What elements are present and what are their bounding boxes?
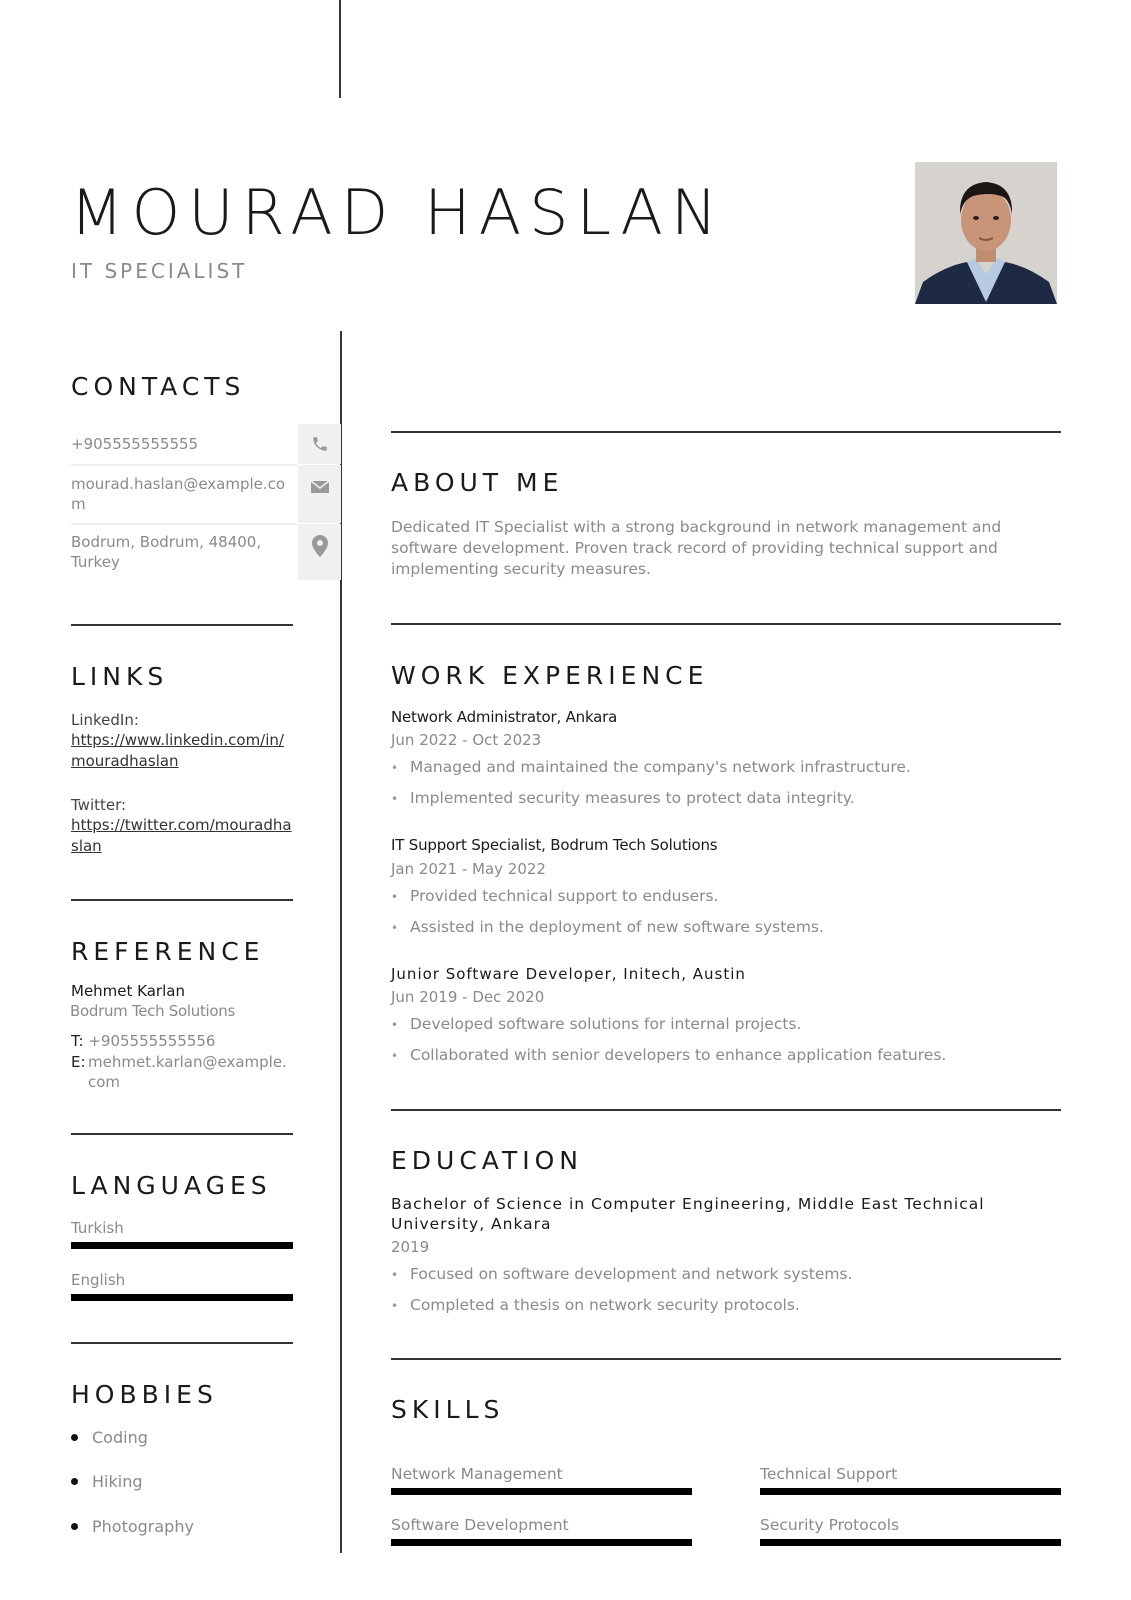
skill-label: Security Protocols xyxy=(760,1516,900,1534)
twitter-link[interactable]: https://twitter.com/mouradhaslan xyxy=(71,816,292,855)
language-label: English xyxy=(71,1271,126,1289)
education-heading: EDUCATION xyxy=(391,1146,583,1175)
skill-level-bar xyxy=(391,1539,692,1546)
address-text: Bodrum, Bodrum, 48400, Turkey xyxy=(71,533,262,571)
language-label: Turkish xyxy=(71,1219,124,1237)
job-dates: Jun 2022 - Oct 2023 xyxy=(391,731,542,749)
phone-text[interactable]: +905555555555 xyxy=(71,435,199,453)
section-divider xyxy=(71,1133,293,1135)
job-dates: Jan 2021 - May 2022 xyxy=(391,860,546,878)
bullet-dot xyxy=(71,1478,78,1485)
job-bullet: • Implemented security measures to protect data integrity. xyxy=(391,789,855,807)
hobbies-heading: HOBBIES xyxy=(71,1380,218,1409)
reference-email[interactable]: mehmet.karlan@example.com xyxy=(88,1053,287,1091)
bullet-dot xyxy=(71,1434,78,1441)
hobby-item: Photography xyxy=(71,1517,194,1536)
skill-level-bar xyxy=(760,1539,1061,1546)
job-dates: Jun 2019 - Dec 2020 xyxy=(391,988,545,1006)
candidate-title: IT SPECIALIST xyxy=(71,259,248,283)
reference-name: Mehmet Karlan xyxy=(71,982,185,1000)
links-heading: LINKS xyxy=(71,662,169,691)
profile-photo xyxy=(915,162,1057,304)
job-title: Network Administrator, Ankara xyxy=(391,708,618,726)
reference-phone-text[interactable]: +905555555556 xyxy=(88,1032,216,1050)
job-bullet: • Assisted in the deployment of new software systems. xyxy=(391,918,824,936)
contact-email xyxy=(71,465,341,523)
contact-address xyxy=(71,524,341,580)
phone-icon xyxy=(298,424,341,464)
about-text: Dedicated IT Specialist with a strong background in network management and software development. Proven track record of providing technical support and implementing security measures. xyxy=(391,518,1002,578)
education-year: 2019 xyxy=(391,1238,430,1256)
section-divider xyxy=(391,431,1061,433)
section-divider xyxy=(391,1358,1061,1360)
section-divider xyxy=(71,899,293,901)
section-divider xyxy=(71,1342,293,1344)
education-bullet: • Completed a thesis on network security protocols. xyxy=(391,1296,800,1314)
reference-phone-prefix: T: xyxy=(71,1032,84,1050)
bullet-dot xyxy=(71,1523,78,1530)
envelope-icon xyxy=(298,465,341,523)
twitter-label: Twitter: xyxy=(71,796,127,814)
reference-phone xyxy=(71,1031,215,1051)
job-bullet: • Developed software solutions for internal projects. xyxy=(391,1015,802,1033)
section-divider xyxy=(391,1109,1061,1111)
linkedin-label: LinkedIn: xyxy=(71,711,139,729)
email-text[interactable]: mourad.haslan@example.com xyxy=(71,475,286,513)
languages-heading: LANGUAGES xyxy=(71,1171,272,1200)
job-bullet: • Collaborated with senior developers to enhance application features. xyxy=(391,1046,947,1064)
reference-heading: REFERENCE xyxy=(71,937,265,966)
language-level-bar xyxy=(71,1242,293,1249)
job-bullet: • Provided technical support to endusers. xyxy=(391,887,719,905)
job-title: Junior Software Developer, Initech, Austin xyxy=(391,965,746,983)
skill-level-bar xyxy=(391,1488,692,1495)
skill-level-bar xyxy=(760,1488,1061,1495)
skill-label: Network Management xyxy=(391,1465,563,1483)
skill-label: Technical Support xyxy=(760,1465,898,1483)
job-title: IT Support Specialist, Bodrum Tech Solutions xyxy=(391,836,718,854)
job-bullet: • Managed and maintained the company's network infrastructure. xyxy=(391,758,911,776)
education-degree: Bachelor of Science in Computer Engineering, Middle East Technical University, Ankara xyxy=(391,1195,985,1233)
section-divider xyxy=(71,624,293,626)
top-divider xyxy=(339,0,341,98)
reference-email-prefix: E: xyxy=(71,1053,86,1071)
contact-phone xyxy=(71,424,341,464)
hobby-item: Hiking xyxy=(71,1472,142,1491)
skill-label: Software Development xyxy=(391,1516,569,1534)
reference-company: Bodrum Tech Solutions xyxy=(70,1002,236,1020)
candidate-name: MOURAD HASLAN xyxy=(70,176,726,249)
linkedin-link[interactable]: https://www.linkedin.com/in/mouradhaslan xyxy=(71,731,284,770)
section-divider xyxy=(391,623,1061,625)
about-heading: ABOUT ME xyxy=(391,468,564,497)
skills-heading: SKILLS xyxy=(391,1395,505,1424)
experience-heading: WORK EXPERIENCE xyxy=(391,661,709,690)
contacts-heading: CONTACTS xyxy=(71,372,246,401)
hobby-item: Coding xyxy=(71,1428,148,1447)
location-pin-icon xyxy=(298,524,341,580)
language-level-bar xyxy=(71,1294,293,1301)
education-bullet: • Focused on software development and network systems. xyxy=(391,1265,853,1283)
